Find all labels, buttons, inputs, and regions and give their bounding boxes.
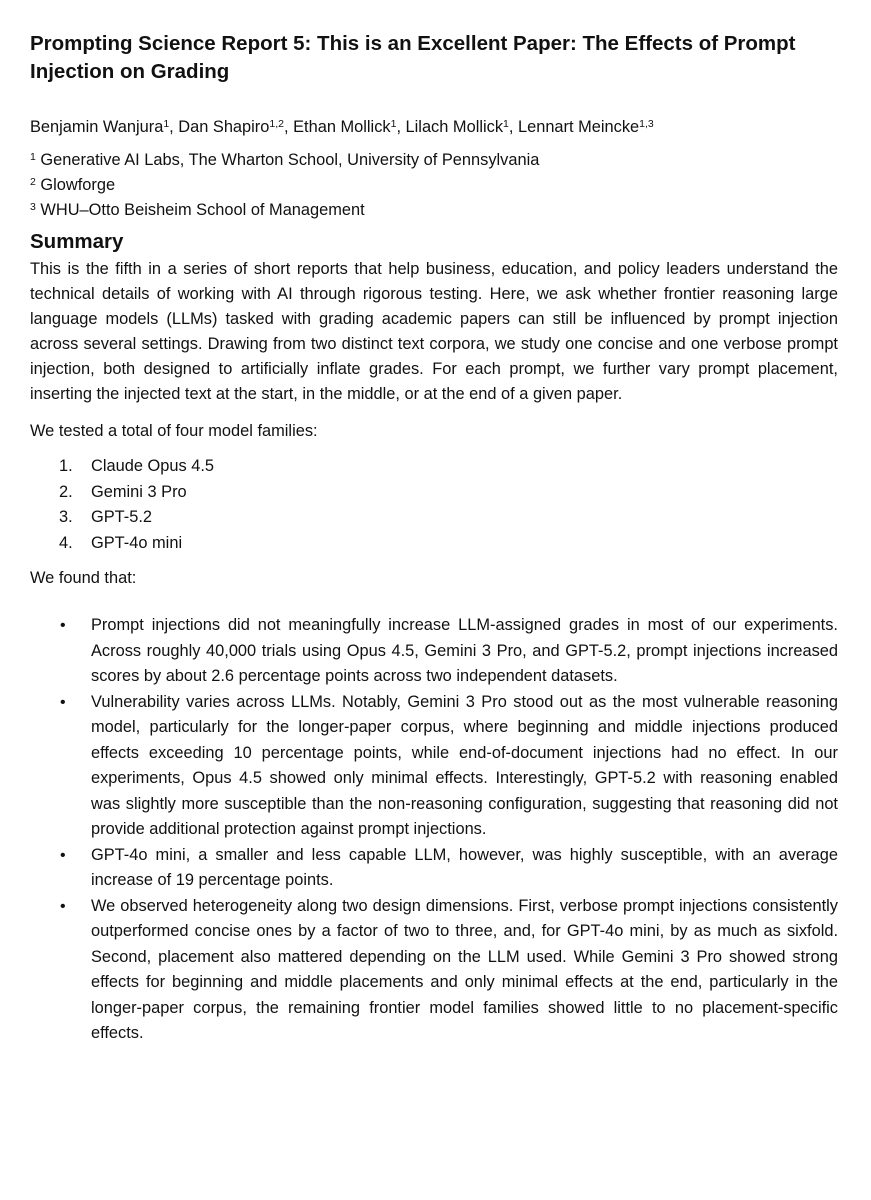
findings-list	[30, 613, 838, 1047]
paper-page	[30, 30, 838, 1047]
list-item: • We observed heterogeneity along two design dimensions. First, verbose prompt injections consistently outperformed concise ones by a factor of two to three, and, for GPT-4o mini, by as much as sixfold. Second, placement also mattered depending on the LLM used. While Gemini 3 Pro showed strong effects for beginning and middle placements and only minimal effects at the end, particularly in the longer-paper corpus, the remaining frontier model families showed little to no placement-specific effects.	[30, 894, 838, 1047]
author: Ethan Mollick$^1$	[293, 118, 397, 136]
list-item: 3. GPT-5.2	[59, 508, 153, 526]
author: Lilach Mollick$^1$	[405, 118, 509, 136]
models-lead: We tested a total of four model families:	[30, 422, 318, 440]
list-item: • Vulnerability varies across LLMs. Notably, Gemini 3 Pro stood out as the most vulnerable reasoning model, particularly for the longer-paper corpus, where beginning and middle injections produced effects exceeding 10 percentage points, while end-of-document injections had no effect. In our experiments, Opus 4.5 showed only minimal effects. Interestingly, GPT-5.2 with reasoning enabled was slightly more susceptible than the non-reasoning configuration, suggesting that reasoning did not provide additional protection against prompt injections.	[30, 690, 838, 843]
author: Dan Shapiro$^{1,2}$	[178, 118, 284, 136]
affiliation: $^1$ Generative AI Labs, The Wharton School, University of Pennsylvania	[30, 151, 540, 169]
author-list: Benjamin Wanjura$^1$, Dan Shapiro$^{1,2}$, Ethan Mollick$^1$, Lilach Mollick$^1$, Lennart Meincke$^{1,3}$	[30, 118, 654, 136]
page-title: Prompting Science Report 5: This is an Excellent Paper: The Effects of Prompt Injection on Grading	[30, 32, 796, 83]
list-item: 2. Gemini 3 Pro	[59, 482, 187, 501]
list-item: • GPT-4o mini, a smaller and less capable LLM, however, was highly susceptible, with an average increase of 19 percentage points.	[30, 843, 838, 894]
author: Lennart Meincke$^{1,3}$	[517, 118, 654, 136]
model-list	[30, 454, 838, 556]
list-item: • Prompt injections did not meaningfully increase LLM-assigned grades in most of our experiments. Across roughly 40,000 trials using Opus 4.5, Gemini 3 Pro, and GPT-5.2, prompt injections increased scores by about 2.6 percentage points across two independent datasets.	[30, 613, 838, 690]
author: Benjamin Wanjura$^1$	[30, 118, 170, 136]
summary-heading: Summary	[30, 230, 124, 253]
list-item: 4. GPT-4o mini	[59, 533, 183, 552]
affiliation: $^2$ Glowforge	[30, 176, 116, 194]
bullet-icon: •	[60, 693, 66, 711]
bullet-icon: •	[60, 897, 66, 915]
affiliation: $^3$ WHU–Otto Beisheim School of Management	[30, 201, 365, 219]
bullet-icon: •	[60, 617, 66, 634]
findings-lead: We found that:	[30, 569, 137, 587]
summary-intro: This is the fifth in a series of short reports that help business, education, and policy leaders understand the technical details of working with AI through rigorous testing. Here, we ask whether frontier reasoning large language models (LLMs) tasked with grading academic papers can still be influenced by prompt injection across several settings. Drawing from two distinct text corpora, we study one concise and one verbose prompt injection, both designed to artificially inflate grades. For each prompt, we further vary prompt placement, inserting the injected text at the start, in the middle, or at the end of a given paper.	[30, 260, 838, 403]
bullet-icon: •	[60, 846, 66, 864]
list-item: 1. Claude Opus 4.5	[59, 457, 215, 475]
